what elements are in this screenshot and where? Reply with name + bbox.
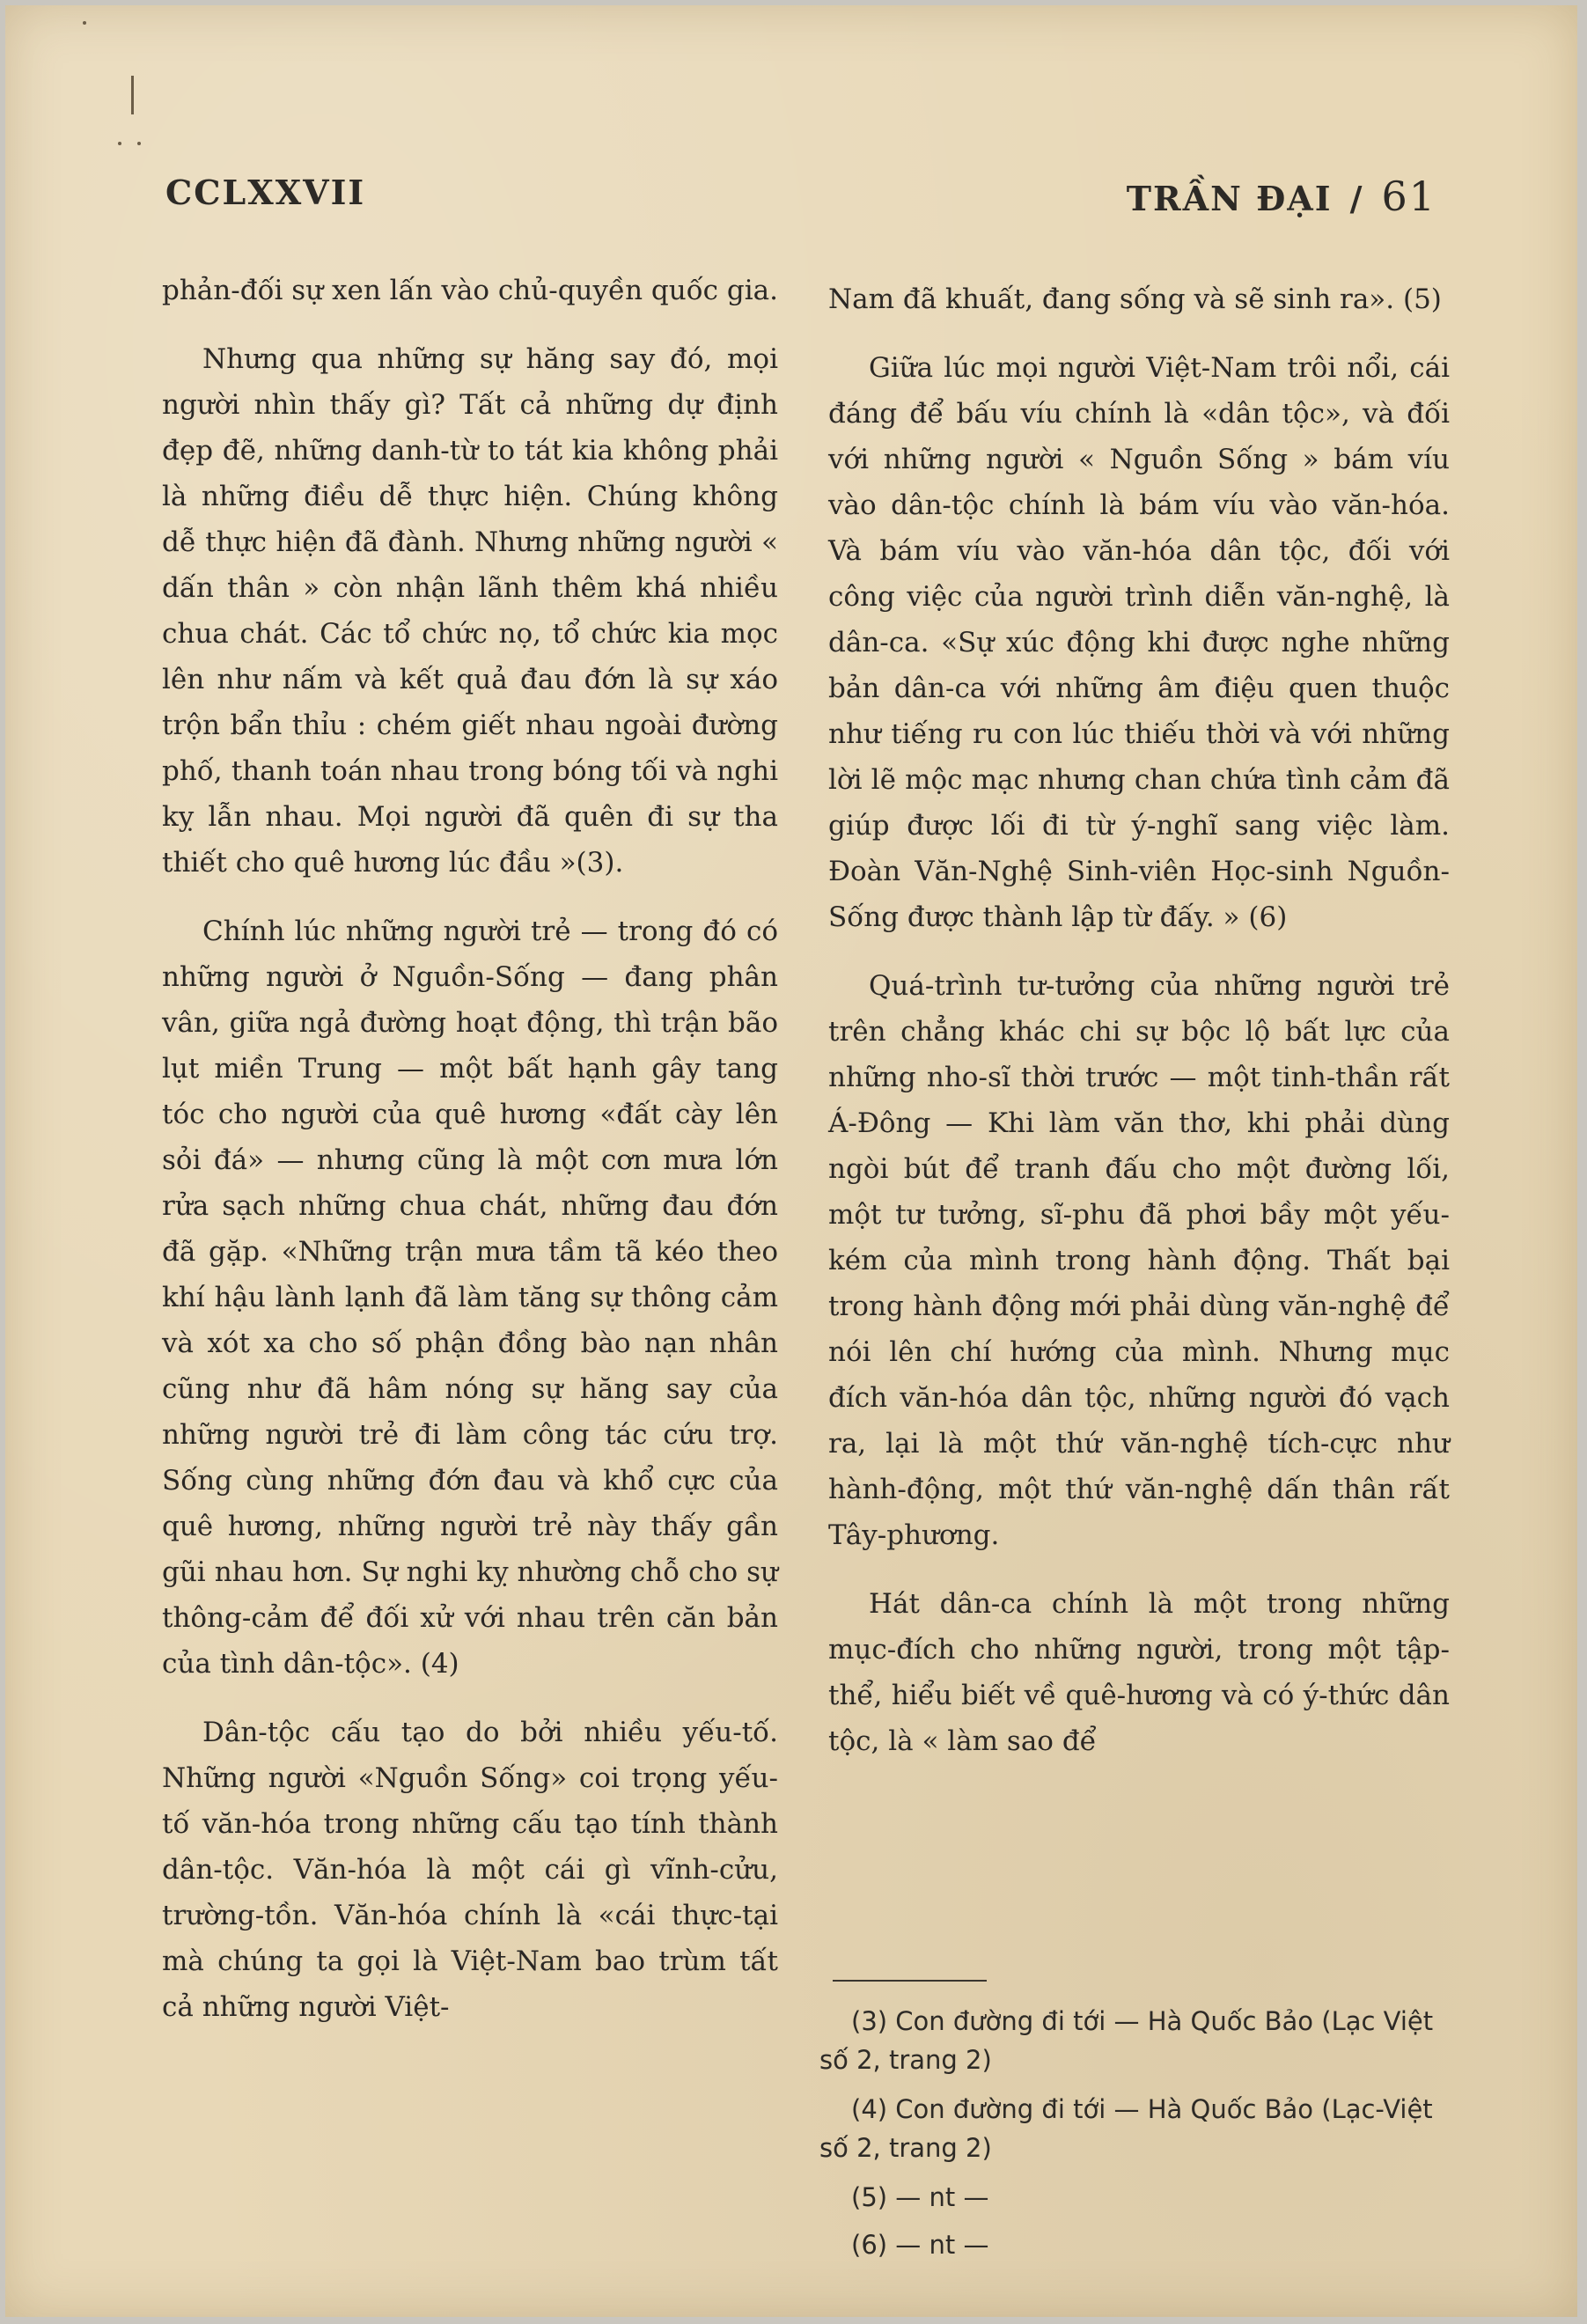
paragraph: Giữa lúc mọi người Việt-Nam trôi nổi, cái đáng để bấu víu chính là «dân tộc», và đối với những người « Nguồn Sống » bám víu vào dân-tộc chính là bám víu vào văn-hóa. Và bám víu vào văn-hóa dân tộc, đối với công việc của người trình diễn văn-nghệ, là dân-ca. «Sự xúc động khi được nghe những bản dân-ca với những âm điệu quen thuộc như tiếng ru con lúc thiếu thời và với những lời lẽ mộc mạc nhưng chan chứa tình cảm đã giúp được lối đi từ ý-nghĩ sang việc làm. Đoàn Văn-Nghệ Sinh-viên Học-sinh Nguồn-Sống được thành lập từ đấy. » (6) <box>828 352 1450 933</box>
footnote: (3) Con đường đi tới — Hà Quốc Bảo (Lạc Việt số 2, trang 2) <box>819 2006 1434 2075</box>
footnote-divider <box>833 1980 987 1982</box>
paragraph: Hát dân-ca chính là một trong những mục-đích cho những người, trong một tập-thể, hiểu biết về quê-hương và có ý-thức dân tộc, là « làm sao để <box>828 1588 1450 1757</box>
page <box>5 5 1577 2317</box>
paragraph: Quá-trình tư-tưởng của những người trẻ trên chẳng khác chi sự bộc lộ bất lực của những nho-sĩ thời trước — một tinh-thần rất Á-Đông — Khi làm văn thơ, khi phải dùng ngòi bút để tranh đấu cho một đường lối, một tư tưởng, sĩ-phu đã phơi bầy một yếu-kém của mình trong hành động. Thất bại trong hành động mới phải dùng văn-nghệ để nói lên chí hướng của mình. Nhưng mục đích văn-hóa dân tộc, những người đó vạch ra, lại là một thứ văn-nghệ tích-cực như hành-động, một thứ văn-nghệ dấn thân rất Tây-phương. <box>828 970 1450 1551</box>
paragraph: Nam đã khuất, đang sống và sẽ sinh ra». (5) <box>828 283 1442 315</box>
scan-mark <box>137 142 141 145</box>
running-head-left: CCLXXVII <box>165 173 366 212</box>
scan-mark <box>131 76 134 114</box>
running-head-right <box>1127 173 1436 220</box>
footnotes <box>819 2002 1449 2273</box>
paragraph: Chính lúc những người trẻ — trong đó có những người ở Nguồn-Sống — đang phân vân, giữa ngả đường hoạt động, thì trận bão lụt miền Trung — một bất hạnh gây tang tóc cho người của quê hương «đất cày lên sỏi đá» — nhưng cũng là một cơn mưa lớn rửa sạch những chua chát, những đau đớn đã gặp. «Những trận mưa tầm tã kéo theo khí hậu lành lạnh đã làm tăng sự thông cảm và xót xa cho số phận đồng bào nạn nhân cũng như đã hâm nóng sự hăng say của những người trẻ đi làm công tác cứu trợ. Sống cùng những đớn đau và khổ cực của quê hương, những người trẻ này thấy gần gũi nhau hơn. Sự nghi kỵ nhường chỗ cho sự thông-cảm để đối xử với nhau trên căn bản của tình dân-tộc». (4) <box>162 916 778 1680</box>
paragraph: Dân-tộc cấu tạo do bởi nhiều yếu-tố. Những người «Nguồn Sống» coi trọng yếu-tố văn-hóa trong những cấu tạo tính thành dân-tộc. Văn-hóa là một cái gì vĩnh-cửu, trường-tồn. Văn-hóa chính là «cái thực-tại mà chúng ta gọi là Việt-Nam bao trùm tất cả những người Việt- <box>162 1717 778 2023</box>
footnote: (4) Con đường đi tới — Hà Quốc Bảo (Lạc-Việt số 2, trang 2) <box>819 2094 1433 2163</box>
page-number: 61 <box>1381 173 1436 220</box>
paragraph: phản-đối sự xen lấn vào chủ-quyền quốc gia. <box>162 275 778 306</box>
left-column <box>162 268 778 2053</box>
paragraph: Nhưng qua những sự hăng say đó, mọi người nhìn thấy gì? Tất cả những dự định đẹp đẽ, những danh-từ to tát kia không phải là những điều dễ thực hiện. Chúng không dễ thực hiện đã đành. Nhưng những người « dấn thân » còn nhận lãnh thêm khá nhiều chua chát. Các tổ chức nọ, tổ chức kia mọc lên như nấm và kết quả đau đớn là sự xáo trộn bẩn thỉu : chém giết nhau ngoài đường phố, thanh toán nhau trong bóng tối và nghi kỵ lẫn nhau. Mọi người đã quên đi sự tha thiết cho quê hương lúc đầu »(3). <box>162 343 778 879</box>
scan-mark <box>83 21 86 25</box>
footnote: (5) — nt — <box>851 2182 989 2212</box>
running-head-separator: / <box>1349 179 1364 218</box>
running-head-author: TRẦN ĐẠI <box>1126 179 1333 218</box>
scan-mark <box>118 142 121 145</box>
footnote: (6) — nt — <box>851 2230 989 2260</box>
right-column <box>828 276 1450 1787</box>
